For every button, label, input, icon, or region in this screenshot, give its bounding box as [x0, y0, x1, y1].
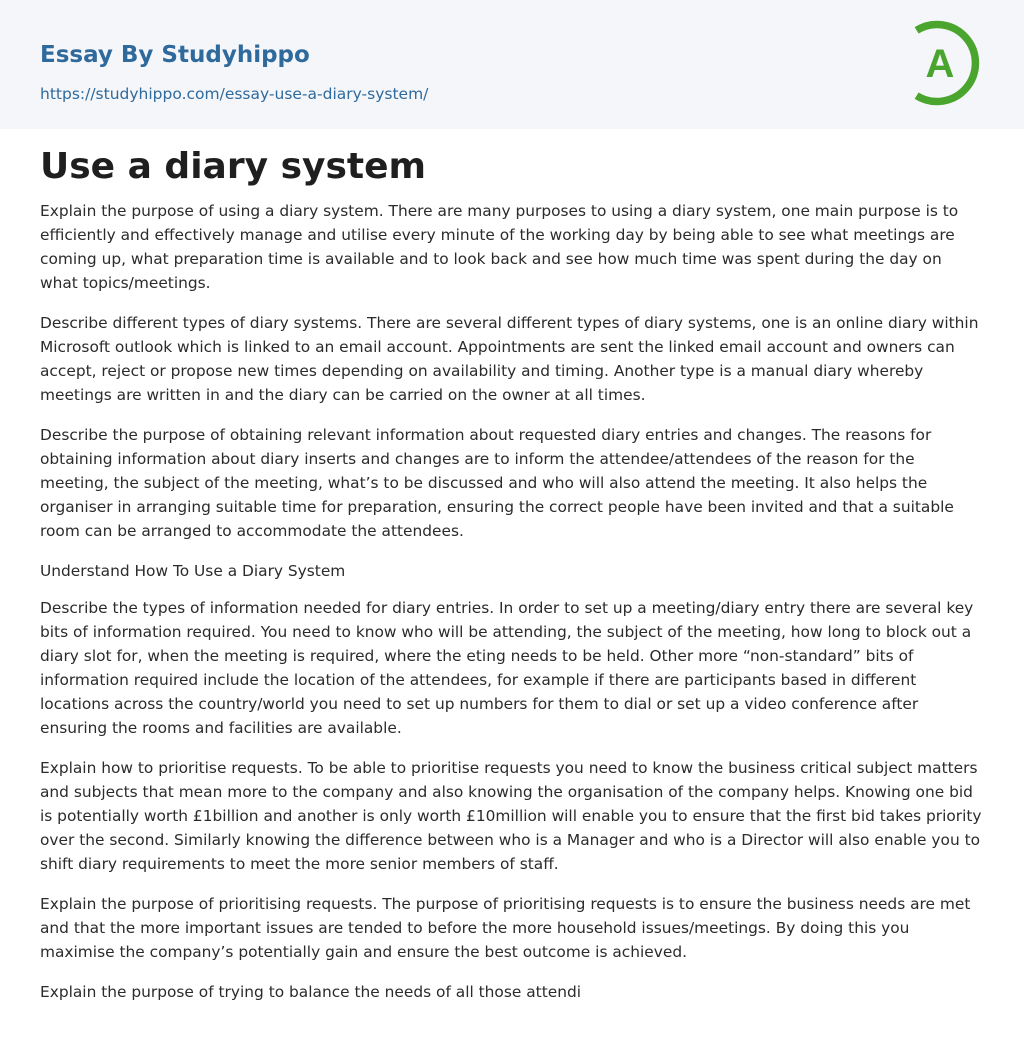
page-title: Use a diary system [40, 146, 427, 187]
paragraph: Explain the purpose of trying to balance the needs of all those attendi [40, 983, 581, 1001]
studyhippo-a-logo-icon[interactable] [912, 20, 986, 106]
essay-content [40, 143, 984, 1020]
paragraph: Explain the purpose of using a diary system. There are many purposes to using a diary system, one main purpose is to efficiently and effectively manage and utilise every minute of the working day by being able to see what meetings are coming up, what preparation time is available and to look back and see how much time was spent during the day on what topics/meetings. [40, 202, 959, 292]
section-subheading: Understand How To Use a Diary System [40, 562, 346, 580]
site-header [0, 0, 1024, 129]
paragraph: Describe different types of diary systems. There are several different types of diary systems, one is an online diary within Microsoft outlook which is linked to an email account. Appointments are sent the linked email account and owners can accept, reject or propose new times depending on availability and timing. Another type is a manual diary whereby meetings are written in and the diary can be carried on the owner at all times. [40, 314, 979, 404]
paragraph: Explain the purpose of prioritising requests. The purpose of prioritising requests is to ensure the business needs are met and that the more important issues are tended to before the more household issues/meetings. By doing this you maximise the company’s potentially gain and ensure the best outcome is achieved. [40, 895, 971, 961]
paragraph: Describe the purpose of obtaining relevant information about requested diary entries and changes. The reasons for obtaining information about diary inserts and changes are to inform the attendee/attendees of the reason for the meeting, the subject of the meeting, what’s to be discussed and who will also attend the meeting. It also helps the organiser in arranging suitable time for preparation, ensuring the correct people have been invited and that a suitable room can be arranged to accommodate the attendees. [40, 426, 954, 540]
paragraph: Explain how to prioritise requests. To be able to prioritise requests you need to know the business critical subject matters and subjects that mean more to the company and also knowing the organisation of the company helps. Knowing one bid is potentially worth £1billion and another is only worth £10million will enable you to ensure that the first bid takes priority over the second. Similarly knowing the difference between who is a Manager and who is a Director will also enable you to shift diary requirements to meet the more senior members of staff. [40, 759, 982, 873]
brand-title[interactable]: Essay By Studyhippo [40, 42, 310, 68]
essay-url-link[interactable]: https://studyhippo.com/essay-use-a-diary-system/ [40, 85, 429, 103]
paragraph: Describe the types of information needed for diary entries. In order to set up a meeting/diary entry there are several key bits of information required. You need to know who will be attending, the subject of the meeting, how long to block out a diary slot for, when the meeting is required, where the eting needs to be held. Other more “non-standard” bits of information required include the location of the attendees, for example if there are participants based in different locations across the country/world you need to set up numbers for them to dial or set up a video conference after ensuring the rooms and facilities are available. [40, 599, 974, 737]
logo-letter: A [925, 42, 955, 86]
